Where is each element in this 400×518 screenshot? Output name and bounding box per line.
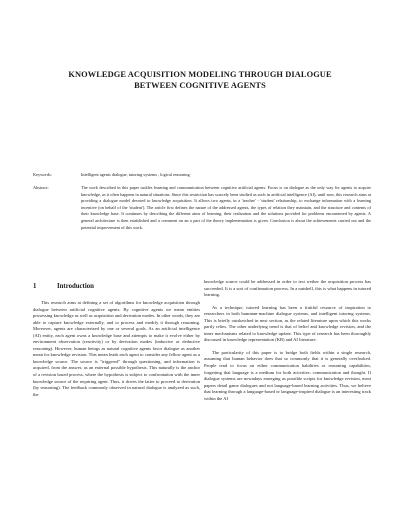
abstract-label: Abstract: [33,185,49,190]
keywords-text: Intelligent agents dialogue, tutoring systems , logical reasoning [81,172,190,177]
body-paragraph: As a technique, tutored learning has been a fruitful resource of inspiration to researchers in both humman-machine dialogue systems, and intelligent tutoring systems. This is briefly outsketched in next section, as the related literature upon which this works partly relies. The other underlying trend is that of belief and knowledge revision, and the inner mechanisms related to knowledge update. This type of research has been thoroughly discussed in knowledge representation (KR) and AI literature. [204,304,371,343]
section-title: Introduction [57,283,94,290]
keywords-label: Keywords: [33,172,52,177]
paper-title-line-2: BETWEEN COGNITIVE AGENTS [134,81,266,90]
abstract-block [33,185,371,257]
abstract-text: The work described in this paper tackles learning and communication between cognitive artificial agents. Focus is on dialogue as the only way for agents to acquire knowledge, as it often happens in natural situations. Since this restriction has scarcely been studied as such in artificial intelligence (AI), until now, this research aims at providing a dialogue model devoted to knowledge acquisition. It allows two agents, in a 'teacher' - 'student' relationship, to exchange information with a learning incentive (on behalf of the 'student'). The article first defines the nature of the addressed agents, the types of relation they maintain, and the structure and contents of their knowledge base. It continues by describing the different aims of learning, their realization and the solutions provided for problems encountered by agents. A general architecture is then established and a comment on an a part of the theory implementation is given. Conclusion is about the achievements carried out and the potential improvement of this work. [81,185,371,230]
section-number: 1 [33,283,37,290]
paper-title-line-1: KNOWLEDGE ACQUISITION MODELING THROUGH DIALOGUE [68,70,332,79]
left-column [33,300,200,398]
keywords-block [33,172,371,180]
right-column [204,279,371,402]
section-heading-introduction [33,283,94,290]
body-paragraph: The particularity of this paper is to bridge both fields within a single research, assuming that human behavior does that so commonly that it is generally overlooked. People tend to focus on either communication habilities or reasoning capabilities, forgetting that language is a medium for both activities: communication and thought. If dialogue systems are nowadays emerging as possible scripts for knowledge revision, most papers detail game dialogues and not language-based learning activities. Thus, we believe that learning through a language-based or language-inspired dialogue is an interesting track within the AI [204,349,371,401]
body-paragraph: This research aims at defining a set of algorithms for knowledge acquisition through dialogue between artificial cognitive agents. By cognitive agents we mean entities possessing knowledge as well as acquisition and derivation modes. In other words, they are able to capture knowledge externally, and to process and modify it through reasoning. Moreover, agents are characterized by one or several goals. As an artificial intelligence (AI) entity, each agent owns a knowledge base and attempts to make it evolve either by environment observation (reactivity) or by derivation modes (inductive or deductive reasoning). However, human beings as natural cognitive agents favor dialogue as another mean for knowledge revision. This mean leads each agent to consider any fellow agent as a knowledge source. The source is "triggered" through questioning, and information is acquired, from the answer, as an external possible hypothesis. This naturally is the anchor of a revision based process, where the hypothesis is subject to confrontation with the inner knowledge source of the requiring agent. Thus, it drives the latter to proceed to derivation (by reasoning). The feedback commonly observed in natural dialogue is analyzed as such, the [33,300,200,397]
body-paragraph: knowledge source could be addressed in order to test wether the acquisition process has succeeded. It is a sort of confirmation process. In a nutshell, this is what happens in tutored learning. [204,279,371,298]
